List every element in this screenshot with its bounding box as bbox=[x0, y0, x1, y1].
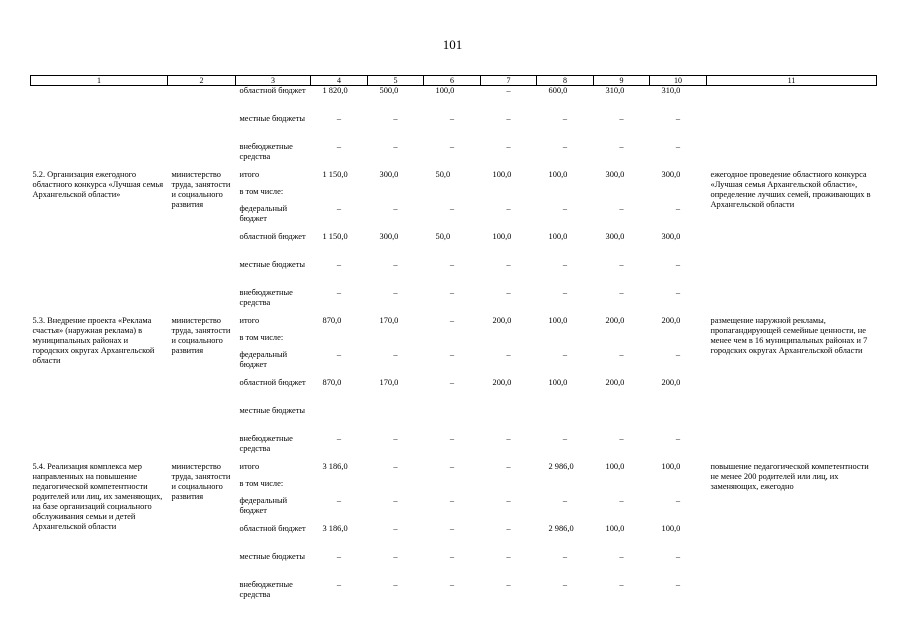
responsible-cell: министерство труда, занятости и социального развития bbox=[171, 169, 231, 209]
amount-cell: – bbox=[449, 551, 455, 561]
funding-source-cell: областной бюджет bbox=[239, 231, 306, 241]
amount-cell: 1 150,0 bbox=[322, 169, 348, 179]
funding-source-cell: местные бюджеты bbox=[239, 551, 306, 561]
result-cell: повышение педагогической компетентности не менее 200 родителей или лиц, их заменяющих, ежегодно bbox=[710, 461, 869, 491]
activity-name-cell bbox=[31, 86, 168, 114]
amount-cell: 1 150,0 bbox=[322, 231, 348, 241]
funding-source-cell: внебюджетные средства bbox=[239, 141, 293, 161]
responsible-cell: министерство труда, занятости и социального развития bbox=[171, 315, 231, 355]
amount-cell: 50,0 bbox=[435, 169, 451, 179]
amount-cell bbox=[481, 333, 537, 350]
amount-cell: 200,0 bbox=[661, 377, 681, 387]
amount-cell: 870,0 bbox=[322, 315, 342, 325]
amount-cell: – bbox=[336, 259, 342, 269]
amount-cell bbox=[594, 479, 650, 496]
amount-cell: – bbox=[449, 433, 455, 443]
amount-cell bbox=[650, 406, 707, 434]
amount-cell: – bbox=[449, 523, 455, 533]
amount-cell: – bbox=[619, 141, 624, 151]
amount-cell: – bbox=[393, 259, 398, 269]
responsible-cell bbox=[168, 114, 236, 142]
amount-cell bbox=[650, 479, 707, 496]
amount-cell: 100,0 bbox=[492, 169, 512, 179]
amount-cell bbox=[650, 333, 707, 350]
amount-cell: – bbox=[449, 495, 455, 505]
funding-source-cell: в том числе: bbox=[239, 332, 284, 342]
funding-source-cell: в том числе: bbox=[239, 478, 284, 488]
table-body bbox=[31, 86, 877, 608]
amount-cell: – bbox=[506, 433, 511, 443]
amount-cell: – bbox=[506, 579, 511, 589]
amount-cell: 100,0 bbox=[548, 169, 568, 179]
amount-cell: – bbox=[393, 461, 398, 471]
activity-name-cell bbox=[31, 114, 168, 142]
amount-cell bbox=[368, 187, 424, 204]
amount-cell: – bbox=[449, 141, 455, 151]
result-cell: размещение наружной рекламы, пропагандирующей семейные ценности, не менее чем в 16 муниципальных районах и 7 городских округах Архангельской области bbox=[710, 315, 868, 355]
amount-cell: – bbox=[675, 349, 681, 359]
amount-cell: – bbox=[393, 579, 398, 589]
amount-cell: – bbox=[506, 495, 511, 505]
amount-cell: – bbox=[619, 287, 624, 297]
amount-cell: – bbox=[449, 203, 455, 213]
amount-cell: 600,0 bbox=[548, 86, 568, 95]
activity-name-cell bbox=[31, 142, 168, 170]
amount-cell: – bbox=[562, 141, 568, 151]
amount-cell: – bbox=[506, 349, 511, 359]
amount-cell bbox=[537, 406, 594, 434]
activity-name-cell: 5.2. Организация ежегодного областного конкурса «Лучшая семья Архангельской области» bbox=[32, 169, 164, 199]
amount-cell: 870,0 bbox=[322, 377, 342, 387]
amount-cell: – bbox=[619, 349, 624, 359]
amount-cell: – bbox=[506, 203, 511, 213]
amount-cell bbox=[594, 187, 650, 204]
responsible-cell: министерство труда, занятости и социального развития bbox=[171, 461, 231, 501]
page-number: 101 bbox=[442, 37, 463, 52]
amount-cell: 300,0 bbox=[605, 169, 625, 179]
amount-cell: – bbox=[449, 287, 455, 297]
amount-cell: – bbox=[619, 203, 624, 213]
amount-cell: – bbox=[393, 495, 398, 505]
result-cell bbox=[707, 142, 877, 170]
amount-cell: – bbox=[393, 113, 398, 123]
funding-source-cell: областной бюджет bbox=[239, 377, 306, 387]
amount-cell bbox=[424, 479, 481, 496]
amount-cell: – bbox=[675, 579, 681, 589]
amount-cell: – bbox=[562, 113, 568, 123]
amount-cell: – bbox=[336, 433, 342, 443]
table-row bbox=[31, 170, 877, 187]
amount-cell: – bbox=[675, 259, 681, 269]
amount-cell: – bbox=[562, 287, 568, 297]
amount-cell: – bbox=[336, 551, 342, 561]
amount-cell: – bbox=[393, 349, 398, 359]
amount-cell: 100,0 bbox=[548, 315, 568, 325]
funding-source-cell: в том числе: bbox=[239, 186, 284, 196]
amount-cell: 100,0 bbox=[492, 231, 512, 241]
amount-cell: – bbox=[506, 113, 511, 123]
amount-cell: 500,0 bbox=[379, 86, 399, 95]
column-header: 8 bbox=[537, 76, 594, 86]
amount-cell: – bbox=[336, 287, 342, 297]
table-row bbox=[31, 316, 877, 333]
amount-cell: – bbox=[506, 523, 511, 533]
amount-cell: – bbox=[675, 113, 681, 123]
amount-cell bbox=[537, 479, 594, 496]
funding-source-cell: областной бюджет bbox=[239, 86, 306, 95]
amount-cell: 300,0 bbox=[379, 231, 399, 241]
responsible-cell bbox=[168, 86, 236, 114]
funding-source-cell: итого bbox=[239, 315, 260, 325]
activity-name-cell: 5.4. Реализация комплекса мер направленных на повышение педагогической компетентности родителей или лиц, их заменяющих, на базе организаций социального обслуживания семьи и детей Архангельской области bbox=[32, 461, 163, 531]
amount-cell bbox=[537, 333, 594, 350]
amount-cell: 100,0 bbox=[661, 523, 681, 533]
amount-cell: 170,0 bbox=[379, 377, 399, 387]
amount-cell bbox=[594, 333, 650, 350]
amount-cell: 100,0 bbox=[435, 86, 455, 95]
amount-cell bbox=[311, 333, 368, 350]
amount-cell: – bbox=[675, 203, 681, 213]
amount-cell bbox=[481, 406, 537, 434]
amount-cell bbox=[368, 406, 424, 434]
amount-cell: 200,0 bbox=[492, 315, 512, 325]
amount-cell: – bbox=[506, 141, 511, 151]
amount-cell: – bbox=[449, 315, 455, 325]
amount-cell: 310,0 bbox=[661, 86, 681, 95]
column-header: 4 bbox=[311, 76, 368, 86]
amount-cell: – bbox=[562, 551, 568, 561]
amount-cell: – bbox=[619, 113, 624, 123]
amount-cell: – bbox=[675, 287, 681, 297]
amount-cell: – bbox=[562, 495, 568, 505]
column-header: 11 bbox=[707, 76, 877, 86]
amount-cell bbox=[368, 333, 424, 350]
amount-cell: – bbox=[619, 551, 624, 561]
amount-cell: – bbox=[336, 579, 342, 589]
amount-cell: – bbox=[336, 113, 342, 123]
amount-cell bbox=[424, 333, 481, 350]
responsible-cell bbox=[168, 142, 236, 170]
amount-cell: – bbox=[336, 349, 342, 359]
amount-cell: 3 186,0 bbox=[322, 461, 348, 471]
amount-cell: – bbox=[449, 259, 455, 269]
program-budget-table bbox=[30, 75, 877, 608]
amount-cell: – bbox=[336, 141, 342, 151]
amount-cell: – bbox=[675, 551, 681, 561]
amount-cell: 170,0 bbox=[379, 315, 399, 325]
amount-cell: 100,0 bbox=[548, 377, 568, 387]
amount-cell: – bbox=[562, 203, 568, 213]
result-cell bbox=[707, 114, 877, 142]
activity-name-cell: 5.3. Внедрение проекта «Реклама счастья» (наружная реклама) в муниципальных районах и городских округах Архангельской области bbox=[32, 315, 155, 365]
funding-source-cell: внебюджетные средства bbox=[239, 433, 293, 453]
amount-cell: – bbox=[562, 259, 568, 269]
funding-source-cell: итого bbox=[239, 461, 260, 471]
amount-cell: – bbox=[562, 349, 568, 359]
amount-cell: 310,0 bbox=[605, 86, 625, 95]
amount-cell bbox=[424, 187, 481, 204]
column-header: 1 bbox=[31, 76, 168, 86]
funding-source-cell: федеральный бюджет bbox=[239, 349, 288, 369]
result-cell bbox=[707, 86, 877, 114]
funding-source-cell: внебюджетные средства bbox=[239, 579, 293, 599]
amount-cell: 200,0 bbox=[605, 377, 625, 387]
amount-cell bbox=[481, 187, 537, 204]
funding-source-cell: итого bbox=[239, 169, 260, 179]
amount-cell bbox=[650, 187, 707, 204]
amount-cell: – bbox=[393, 203, 398, 213]
amount-cell: – bbox=[619, 259, 624, 269]
column-header: 9 bbox=[594, 76, 650, 86]
amount-cell: – bbox=[393, 287, 398, 297]
amount-cell bbox=[311, 479, 368, 496]
amount-cell: – bbox=[506, 287, 511, 297]
amount-cell: – bbox=[449, 461, 455, 471]
amount-cell: – bbox=[506, 461, 511, 471]
column-header: 5 bbox=[368, 76, 424, 86]
amount-cell: – bbox=[393, 141, 398, 151]
amount-cell: – bbox=[336, 203, 342, 213]
funding-source-cell: областной бюджет bbox=[239, 523, 306, 533]
amount-cell: 2 986,0 bbox=[548, 523, 574, 533]
table-row bbox=[31, 86, 877, 114]
amount-cell bbox=[537, 187, 594, 204]
column-header: 3 bbox=[236, 76, 311, 86]
funding-source-cell: местные бюджеты bbox=[239, 259, 306, 269]
funding-source-cell: федеральный бюджет bbox=[239, 495, 288, 515]
funding-source-cell: местные бюджеты bbox=[239, 405, 306, 415]
amount-cell: – bbox=[393, 433, 398, 443]
amount-cell: 300,0 bbox=[605, 231, 625, 241]
column-header: 2 bbox=[168, 76, 236, 86]
amount-cell: 100,0 bbox=[661, 461, 681, 471]
amount-cell: 100,0 bbox=[605, 523, 625, 533]
amount-cell bbox=[368, 479, 424, 496]
amount-cell: – bbox=[336, 495, 342, 505]
amount-cell: – bbox=[619, 579, 624, 589]
amount-cell: – bbox=[675, 495, 681, 505]
amount-cell: 1 820,0 bbox=[322, 86, 348, 95]
column-number-row bbox=[31, 76, 877, 86]
amount-cell: – bbox=[506, 551, 511, 561]
amount-cell: – bbox=[675, 141, 681, 151]
amount-cell: – bbox=[619, 495, 624, 505]
amount-cell bbox=[311, 406, 368, 434]
column-header: 7 bbox=[481, 76, 537, 86]
amount-cell: 300,0 bbox=[661, 169, 681, 179]
funding-source-cell: местные бюджеты bbox=[239, 113, 306, 123]
column-header: 6 bbox=[424, 76, 481, 86]
amount-cell: – bbox=[506, 86, 511, 95]
amount-cell bbox=[311, 187, 368, 204]
amount-cell: – bbox=[449, 377, 455, 387]
amount-cell: – bbox=[393, 523, 398, 533]
amount-cell: 200,0 bbox=[492, 377, 512, 387]
funding-source-cell: федеральный бюджет bbox=[239, 203, 288, 223]
amount-cell: – bbox=[449, 113, 455, 123]
amount-cell bbox=[481, 479, 537, 496]
amount-cell: – bbox=[562, 579, 568, 589]
amount-cell: 3 186,0 bbox=[322, 523, 348, 533]
amount-cell bbox=[424, 406, 481, 434]
amount-cell: 200,0 bbox=[661, 315, 681, 325]
table-row bbox=[31, 142, 877, 170]
table-row bbox=[31, 462, 877, 479]
result-cell: ежегодное проведение областного конкурса «Лучшая семья Архангельской области», определение лучших семей, проживающих в Архангельской области bbox=[710, 169, 871, 209]
amount-cell: 2 986,0 bbox=[548, 461, 574, 471]
amount-cell: – bbox=[675, 433, 681, 443]
amount-cell: 100,0 bbox=[548, 231, 568, 241]
table-row bbox=[31, 114, 877, 142]
amount-cell: – bbox=[506, 259, 511, 269]
amount-cell: 300,0 bbox=[661, 231, 681, 241]
amount-cell: – bbox=[393, 551, 398, 561]
funding-source-cell: внебюджетные средства bbox=[239, 287, 293, 307]
amount-cell: 300,0 bbox=[379, 169, 399, 179]
amount-cell: 200,0 bbox=[605, 315, 625, 325]
amount-cell: 50,0 bbox=[435, 231, 451, 241]
column-header: 10 bbox=[650, 76, 707, 86]
amount-cell bbox=[594, 406, 650, 434]
amount-cell: – bbox=[562, 433, 568, 443]
amount-cell: – bbox=[619, 433, 624, 443]
amount-cell: – bbox=[449, 579, 455, 589]
amount-cell: 100,0 bbox=[605, 461, 625, 471]
amount-cell: – bbox=[449, 349, 455, 359]
